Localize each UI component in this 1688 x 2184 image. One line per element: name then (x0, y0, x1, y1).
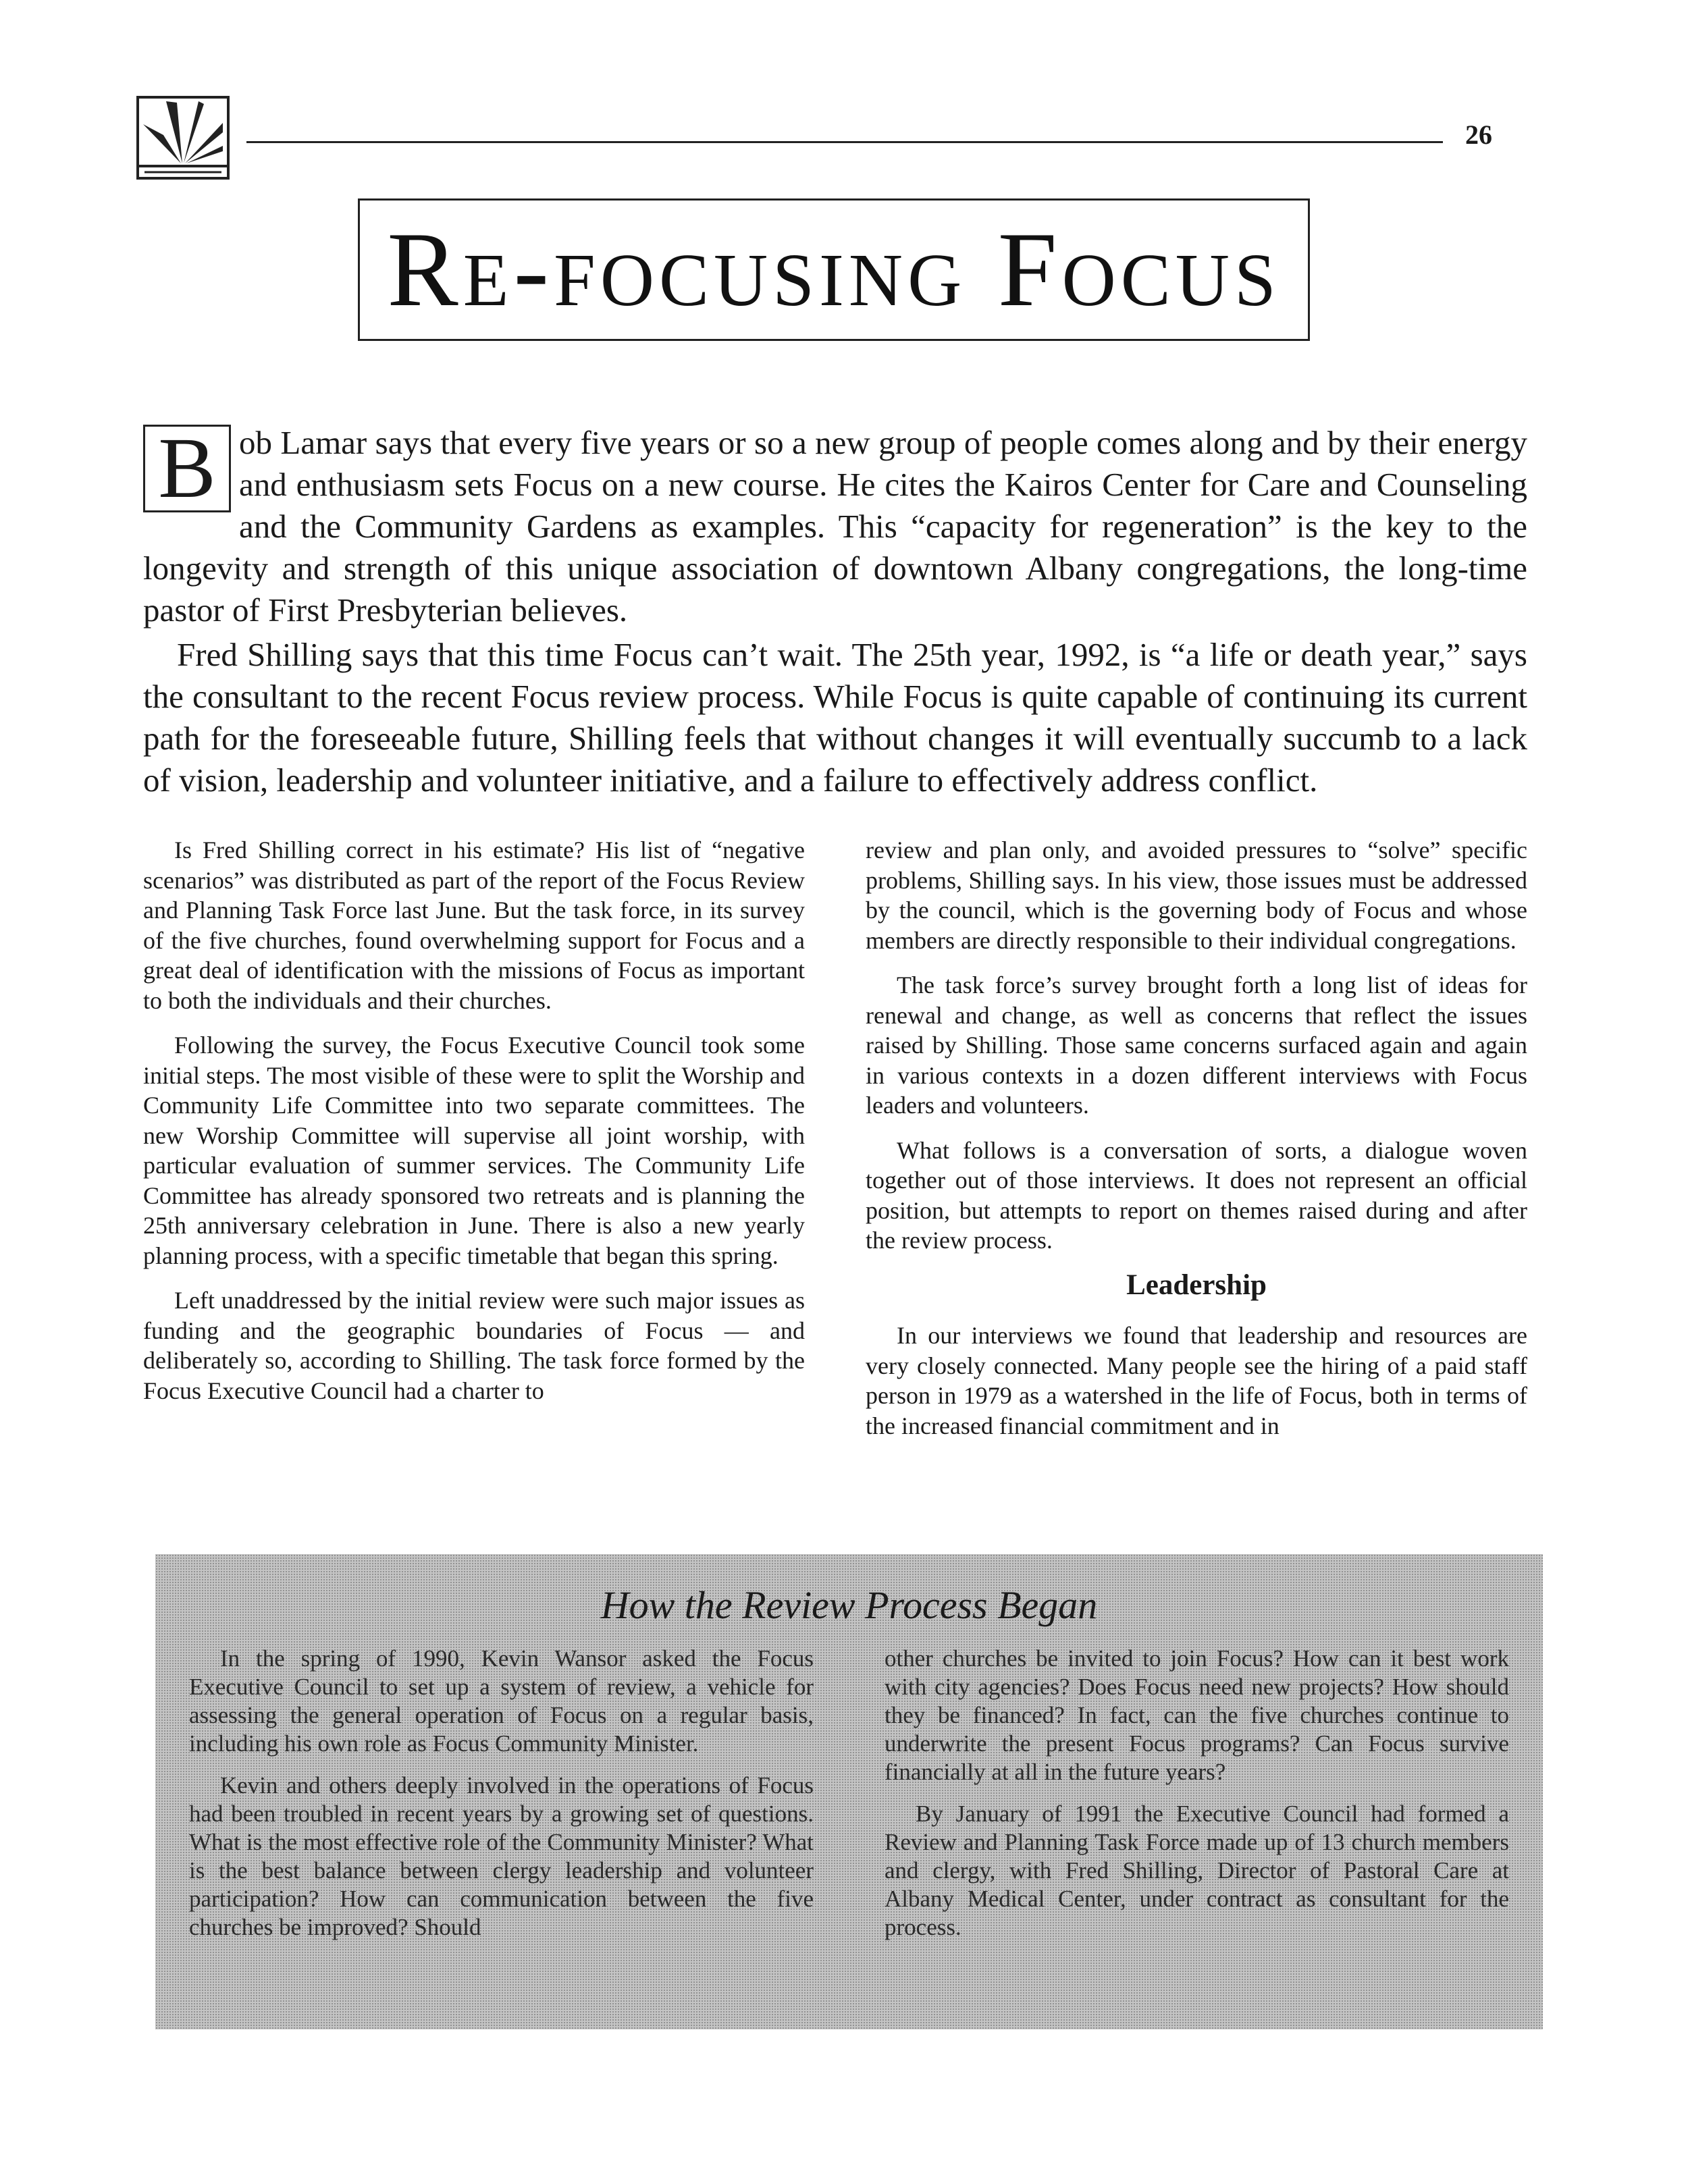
sidebar-paragraph: other churches be invited to join Focus? How can it best work with city agencies? Does Focus need new projects? How should they be financed? In fact, can the five churches continue to underwrite the present Focus programs? Can Focus survive financially at all in the future years? (885, 1645, 1509, 1785)
intro-paragraph-text: ob Lamar says that every five years or so a new group of people comes along and by their energy and enthusiasm sets Focus on a new course. He cites the Kairos Center for Care and Counseling and the Community Gardens as examples. This “capacity for regeneration” is the key to the longevity and strength of this unique association of downtown Albany congregations, the long-time pastor of First Presbyterian believes. (143, 424, 1527, 629)
page-number: 26 (1465, 119, 1492, 150)
body-paragraph: In our interviews we found that leadership and resources are very closely connected. Many people see the hiring of a paid staff person in 1979 as a watershed in the life of Focus, both in terms of the increased financial commitment and in (866, 1322, 1527, 1439)
sidebar-box (155, 1554, 1543, 2029)
section-heading-leadership: Leadership (1126, 1269, 1267, 1301)
intro-paragraph (143, 422, 1527, 631)
sidebar-left-column (189, 1645, 814, 1955)
body-paragraph: Following the survey, the Focus Executive Council took some initial steps. The most visible of these were to split the Worship and Community Life Committee into two separate committees. The new Worship Committee will supervise all joint worship, with particular evaluation of summer services. The Community Life Committee has already sponsored two retreats and is planning the 25th anniversary celebration in June. There is also a new yearly planning process, with a specific timetable that began this spring. (143, 1032, 805, 1269)
left-column (143, 835, 805, 1420)
sidebar-paragraph: In the spring of 1990, Kevin Wansor asked the Focus Executive Council to set up a system of review, a vehicle for assessing the general operation of Focus on a regular basis, including his own role as Focus Community Minister. (189, 1645, 814, 1757)
sidebar-paragraph: By January of 1991 the Executive Council had formed a Review and Planning Task Force made up of 13 church members and clergy, with Fred Shilling, Director of Pastoral Care at Albany Medical Center, under contract as consultant for the process. (885, 1801, 1509, 1940)
title-box (358, 198, 1310, 341)
intro-paragraph: Fred Shilling says that this time Focus can’t wait. The 25th year, 1992, is “a life or death year,” says the consultant to the recent Focus review process. While Focus is quite capable of continuing its current path for the foreseeable future, Shilling feels that without changes it will eventually succumb to a lack of vision, leadership and volunteer initiative, and a failure to effectively address conflict. (143, 636, 1527, 799)
body-paragraph: review and plan only, and avoided pressures to “solve” specific problems, Shilling says. In his view, those issues must be addressed by the council, which is the governing body of Focus and whose members are directly responsible to their individual congregations. (866, 836, 1527, 954)
article-intro (143, 422, 1527, 801)
right-column (866, 835, 1527, 1456)
sidebar-right-column (885, 1645, 1509, 1955)
drop-cap: B (143, 425, 231, 512)
article-title: Re-focusing Focus (387, 210, 1281, 329)
header-rule (246, 141, 1443, 143)
body-paragraph: What follows is a conversation of sorts, a dialogue woven together out of those interviews. It does not represent an official position, but attempts to report on themes raised during and after the review process. (866, 1136, 1527, 1254)
body-paragraph: Left unaddressed by the initial review were such major issues as funding and the geographic boundaries of Focus — and deliberately so, according to Shilling. The task force formed by the Focus Executive Council had a charter to (143, 1287, 805, 1404)
body-paragraph: The task force’s survey brought forth a long list of ideas for renewal and change, as well as concerns that reflect the issues raised by Shilling. Those same concerns surfaced again and again in various contexts in a dozen different interviews with Focus leaders and volunteers. (866, 971, 1527, 1119)
sidebar-paragraph: Kevin and others deeply involved in the operations of Focus had been troubled in recent years by a growing set of questions. What is the most effective role of the Community Minister? What is the best balance between clergy leadership and volunteer participation? How can communication between the five churches be improved? Should (189, 1772, 814, 1940)
body-paragraph: Is Fred Shilling correct in his estimate? His list of “negative scenarios” was distributed as part of the report of the Focus Review and Planning Task Force last June. But the task force, in its survey of the five churches, found overwhelming support for Focus and a great deal of identification with the missions of Focus as important to both the individuals and their churches. (143, 836, 805, 1014)
sunburst-logo-icon (136, 96, 230, 180)
sidebar-title: How the Review Process Began (600, 1583, 1098, 1627)
